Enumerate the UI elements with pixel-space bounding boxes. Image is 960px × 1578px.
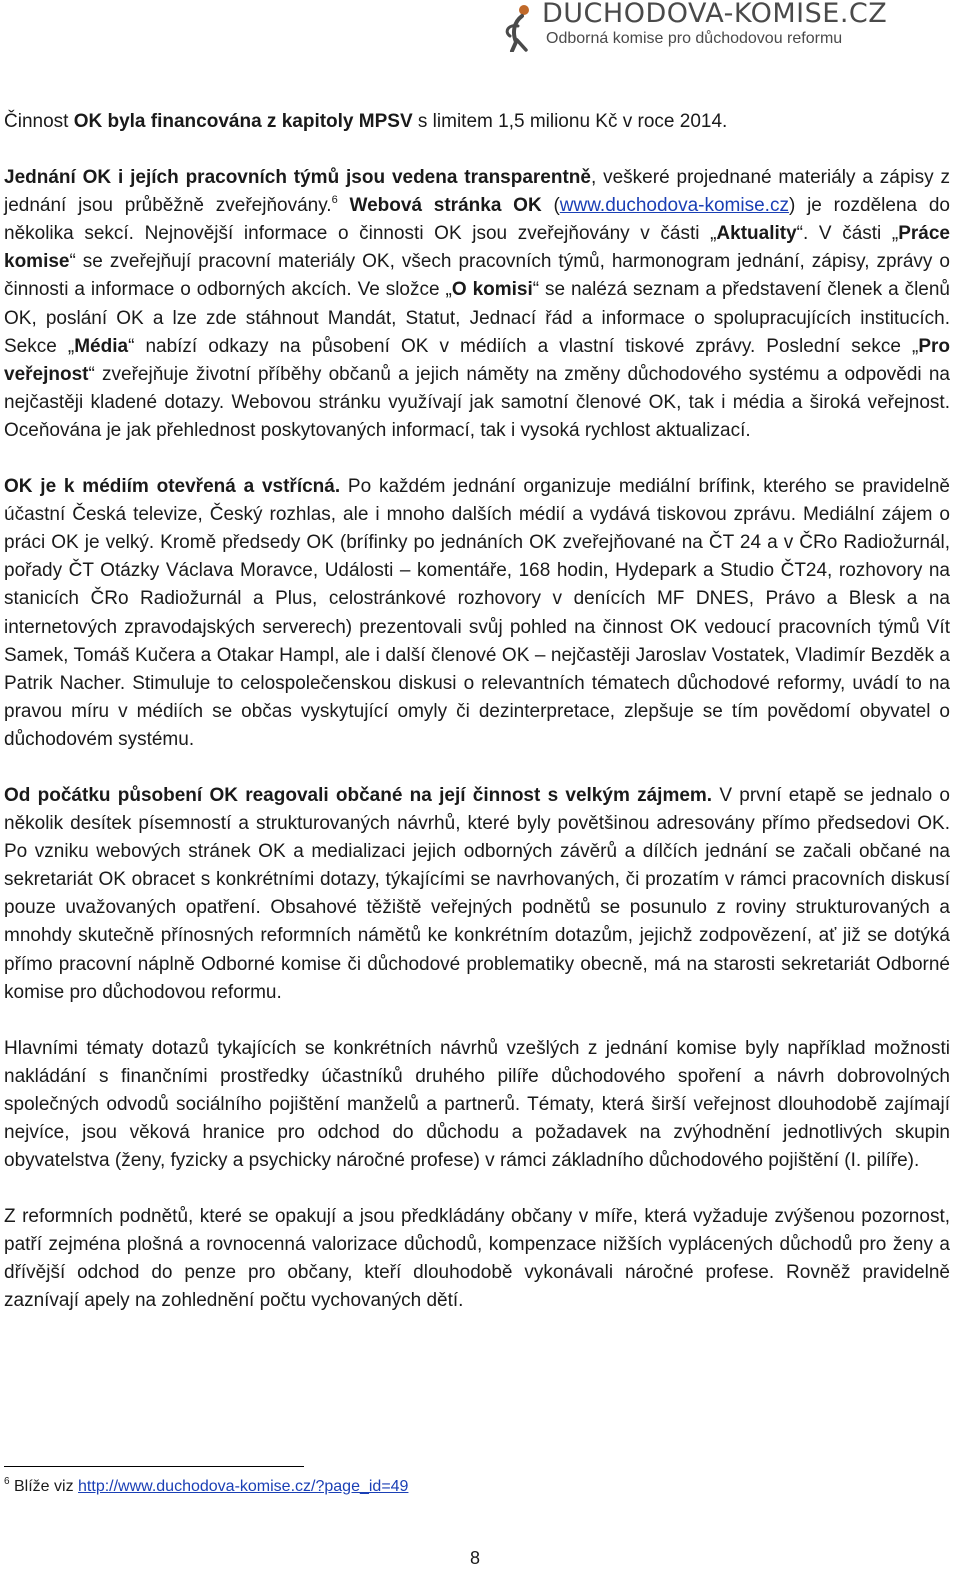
logo-subtitle: Odborná komise pro důchodovou reformu [546,30,843,47]
website-link[interactable]: www.duchodova-komise.cz [559,195,789,217]
page-number: 8 [470,1548,481,1568]
logo-title: DUCHODOVA-KOMISE.CZ [542,0,888,29]
document-body [4,108,950,1344]
footnote-link[interactable]: http://www.duchodova-komise.cz/?page_id=49 [78,1478,409,1495]
site-logo [498,0,938,56]
paragraph-topics: Hlavními tématy dotazů tykajících se konkrétních návrhů vzešlých z jednání komise byly například možnosti nakládání s finančními prostředky účastníků druhého pilíře důchodového spoření a návrh dobrovolných společných odvodů sociálního pojištění manželů a partnerů. Tématy, která širší veřejnost dlouhodobě zajímají nejvíce, jsou věková hranice pro odchod do důchodu a požadavek na zvýhodnění jednotlivých skupin obyvatelstva (ženy, fyzicky a psychicky náročné profese) v rámci základního důchodového pojištění (I. pilíře). [4,1037,950,1172]
footnote-divider [4,1466,304,1467]
paragraph-transparency: Jednání OK i jejích pracovních týmů jsou vedena transparentně, veškeré projednané materiály a zápisy z jednání jsou průběžně zveřejňovány.$^6$ Webová stránka OK (www.duchodova-komise.cz) je rozdělena do několika sekcí. Nejnovější informace o činnosti OK jsou zveřejňovány v části „Aktuality“. V části „Práce komise“ se zveřejňují pracovní materiály OK, všech pracovních týmů, harmonogram jednání, zápisy, zprávy o činnosti a informace o odborných akcích. Ve složce „O komisi“ se nalézá seznam a představení členek a členů OK, poslání OK a lze zde stáhnout Mandát, Statut, Jednací řád a informace o spolupracujících institucích. Sekce „Média“ nabízí odkazy na působení OK v médiích a vlastní tiskové zprávy. Poslední sekce „Pro veřejnost“ zveřejňuje životní příběhy občanů a jejich náměty na změny důchodového systému a odpovědi na nejčastěji kladené dotazy. Webovou stránku využívají jak samotní členové OK, tak i média a široká veřejnost. Oceňována je jak přehlednost poskytovaných informací, tak i vysoká rychlost aktualizací. [4,167,951,441]
person-logo-icon [498,2,538,52]
footnote: $^6$ Blíže viz http://www.duchodova-komise.cz/?page_id=49 [4,1476,409,1495]
paragraph-media: OK je k médiím otevřená a vstřícná. Po každém jednání organizuje mediální brífink, kterého se pravidelně účastní Česká televize, Český rozhlas, ale i mnoho dalších médií a vydává tiskovou zprávu. Mediální zájem o práci OK je velký. Kromě předsedy OK (brífinky po jednáních OK zveřejňované na ČT 24 a v ČRo Radiožurnál, pořady ČT Otázky Václava Moravce, Události – komentáře, 168 hodin, Hydepark a Studio ČT24, rozhovory na stanicích ČRo Radiožurnál a Plus, celostránkové rozhovory v denících MF DNES, Právo a Blesk a na internetových zpravodajských serverech) prezentovali svůj pohled na činnost OK vedoucí pracovních týmů Vít Samek, Tomáš Kučera a Otakar Hampl, ale i další členové OK – nejčastěji Jaroslav Vostatek, Vladimír Bezděk a Patrik Nacher. Stimuluje to celospolečenskou diskusi o relevantních tématech důchodové reformy, uvádí to na pravou míru v médiích se občas vyskytující omyly či dezinterpretace, zlepšuje se tím povědomí obyvatel o důchodovém systému. [4,476,950,750]
paragraph-financing: Činnost OK byla financována z kapitoly MPSV s limitem 1,5 milionu Kč v roce 2014. [4,111,728,132]
paragraph-reform-suggestions: Z reformních podnětů, které se opakují a jsou předkládány občany v míře, která vyžaduje zvýšenou pozornost, patří zejména plošná a rovnocenná valorizace důchodů, kompenzace nižších vyplácených důchodů pro ženy a dřívější odchod do penze pro občany, kteří dlouhodobě vykonávali náročné profese. Rovněž pravidelně zaznívají apely na zohlednění počtu vychovaných dětí. [4,1206,950,1312]
footnote-ref[interactable]: 6 [331,194,338,207]
paragraph-citizens: Od počátku působení OK reagovali občané na její činnost s velkým zájmem. V první etapě se jednalo o několik desítek písemností a strukturovaných návrhů, které byly povětšinou adresovány přímo předsedovi OK. Po vzniku webových stránek OK a medializaci jejich odborných závěrů a dílčích jednání se začali občané na sekretariát OK obracet s konkrétními dotazy, týkajícími se navrhovaných, či prozatím v rámci pracovních diskusí pouze uvažovaných opatření. Obsahové těžiště veřejných podnětů se posunulo z roviny strukturovaných a mnohdy skutečně přínosných reformních námětů ke konkrétním dotazům, jejichž zodpovězení, ať již se dotýká přímo pracovní náplně Odborné komise či důchodové problematiky obecně, má na starosti sekretariát Odborné komise pro důchodovou reformu. [4,784,950,1003]
